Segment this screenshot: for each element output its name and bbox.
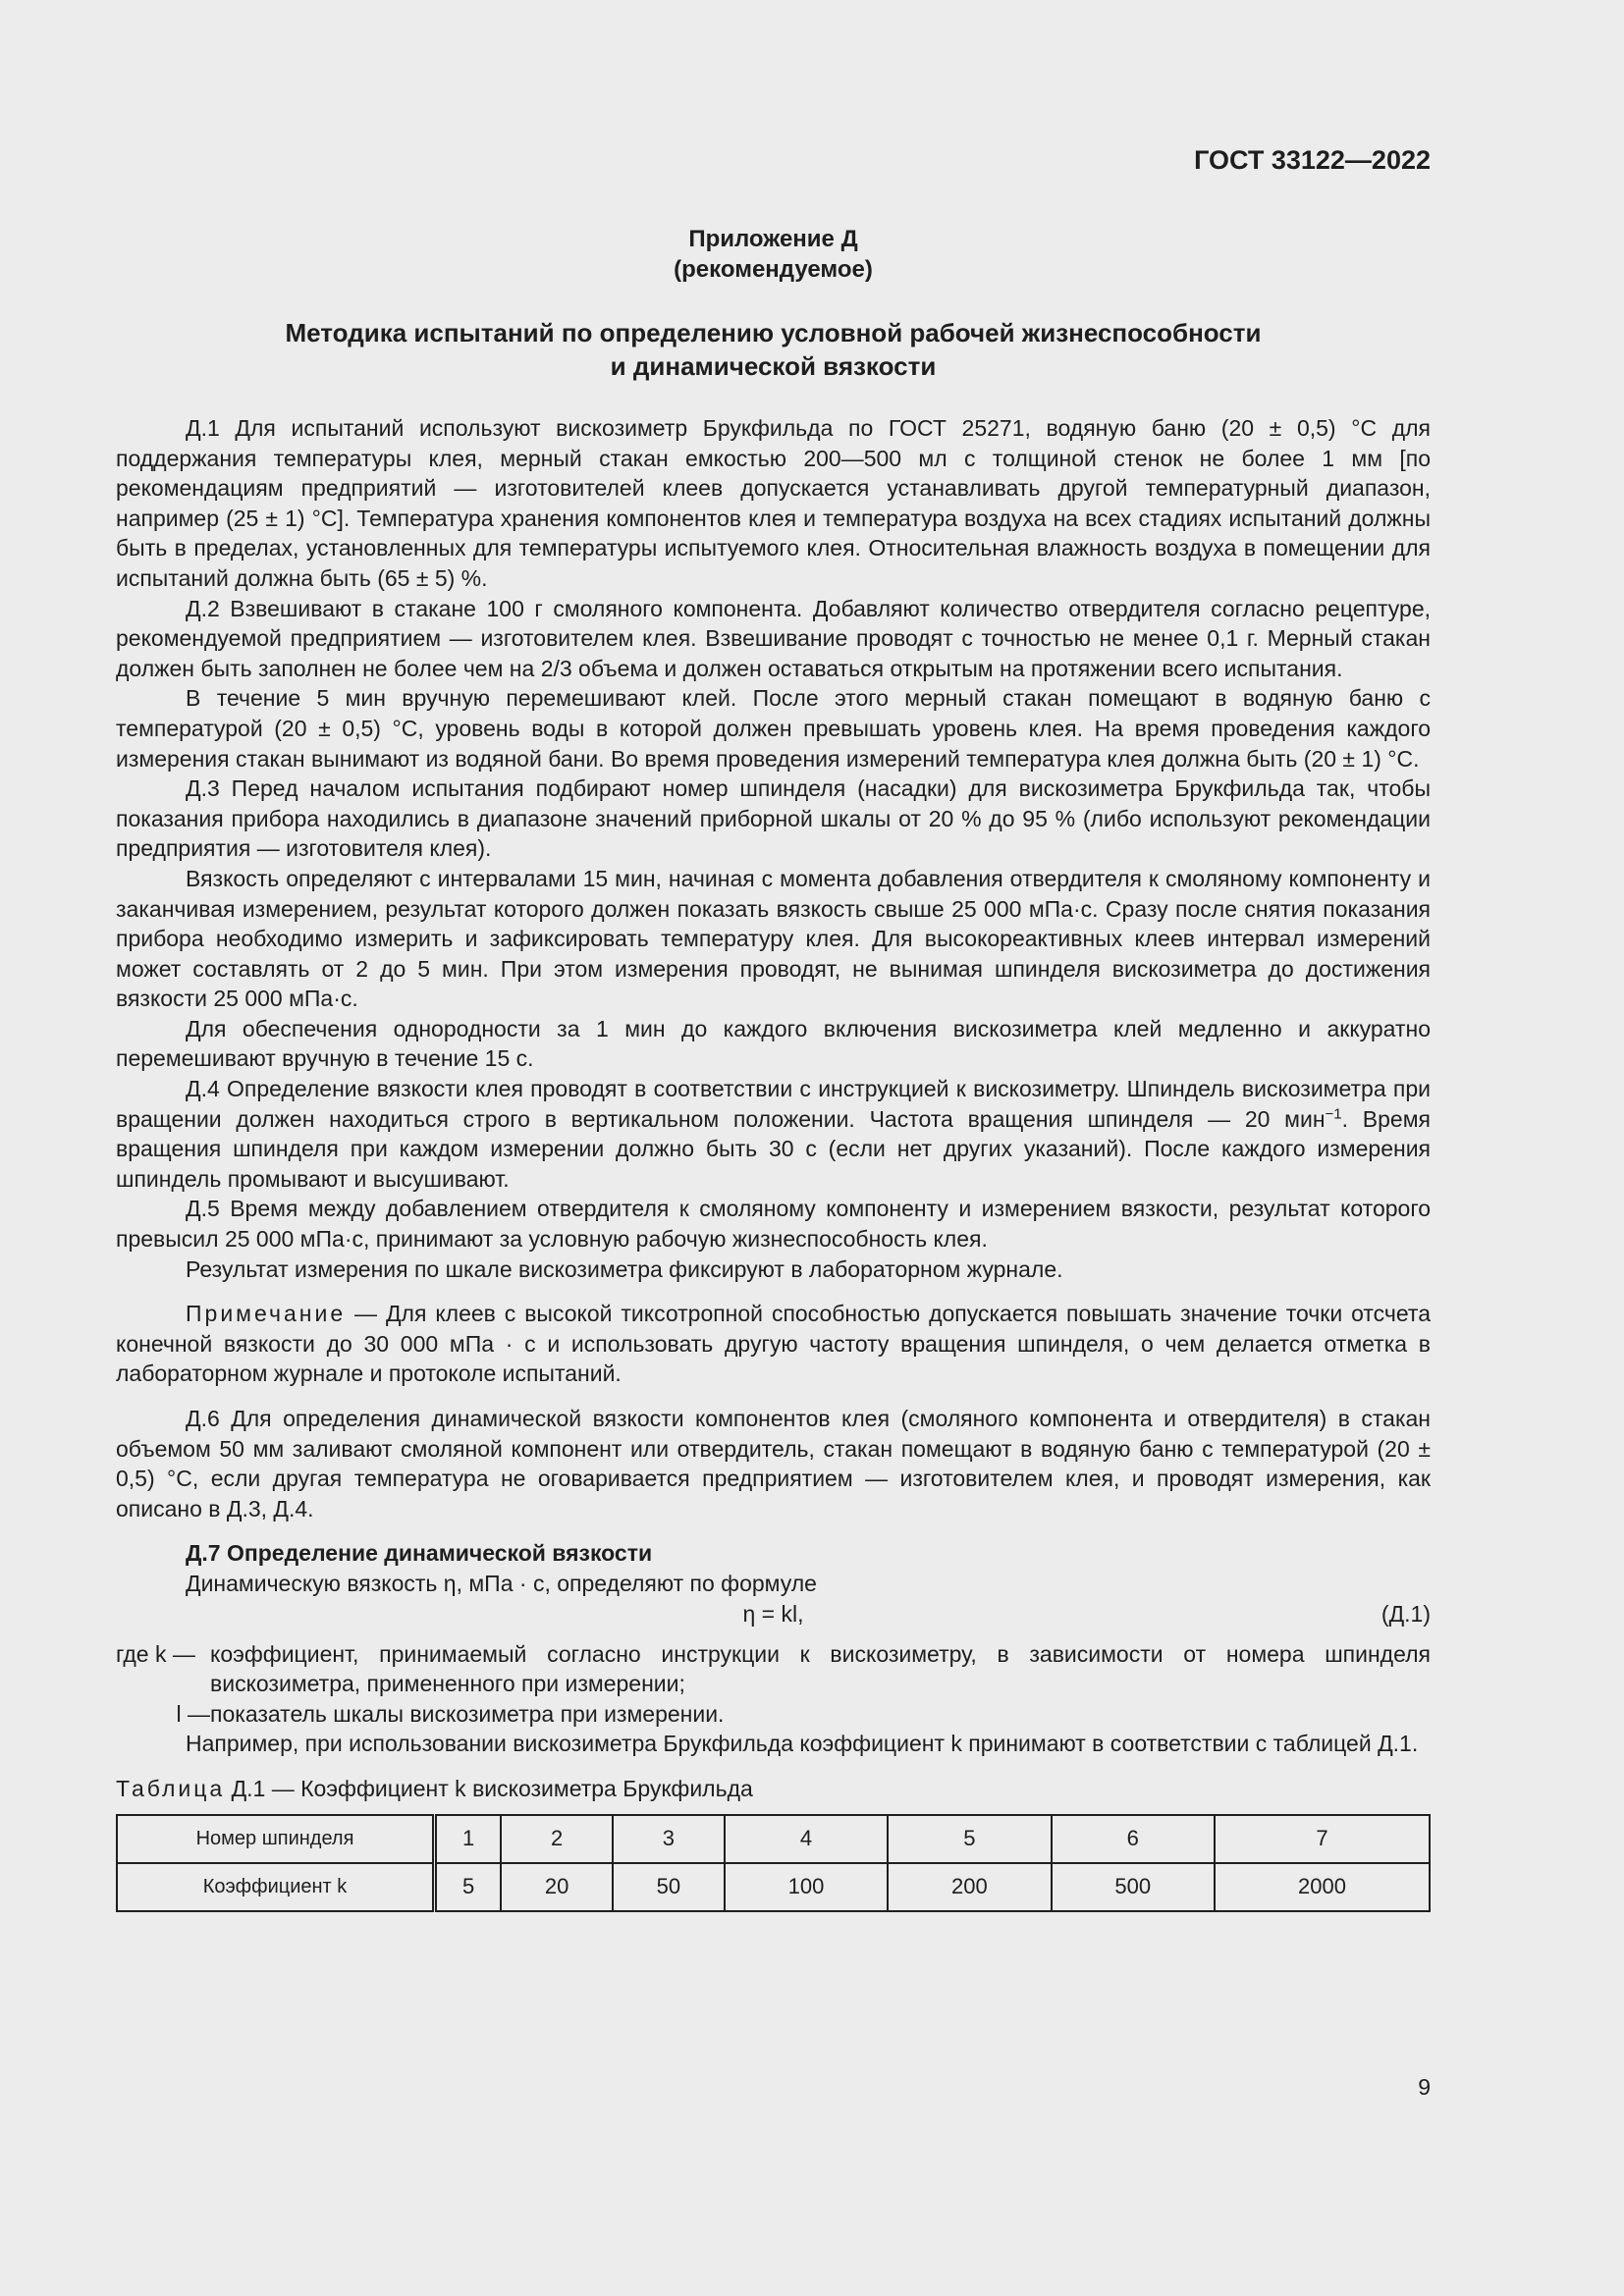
legend-term-l: l — xyxy=(176,1700,210,1727)
legend-text-l: показатель шкалы вискозиметра при измерении. xyxy=(210,1700,725,1727)
paragraph-d2-mixing: В течение 5 мин вручную перемешивают клей. После этого мерный стакан помещают в водяную баню с температурой (20 ± 0,5) °С, уровень воды в которой должен превышать уровень клея. На время проведения каждого измерения стакан вынимают из водяной бани. Во время проведения измерений температура клея должна быть (20 ± 1) °С. xyxy=(116,685,1431,772)
table-cell: 100 xyxy=(725,1863,888,1911)
formula xyxy=(116,1599,1431,1629)
formula-number: (Д.1) xyxy=(1380,1600,1431,1627)
table-row-header: Коэффициент k xyxy=(117,1863,435,1911)
legend-item-k xyxy=(116,1639,1431,1699)
paragraph-example: Например, при использовании вискозиметра Брукфильда коэффициент k принимают в соответствии с таблицей Д.1. xyxy=(186,1731,1419,1757)
paragraph-d7-intro: Динамическую вязкость η, мПа · с, определяют по формуле xyxy=(186,1570,817,1596)
table-cell: 7 xyxy=(1215,1815,1430,1863)
formula-expression: η = kl, xyxy=(742,1600,804,1627)
table-cell: 200 xyxy=(888,1863,1051,1911)
table-cell: 6 xyxy=(1052,1815,1215,1863)
paragraph-d5: Д.5 Время между добавлением отвердителя к смоляному компоненту и измерением вязкости, результат которого превысил 25 000 мПа·с, принимают за условную рабочую жизнеспособность клея. xyxy=(116,1196,1431,1253)
table-row xyxy=(117,1815,1430,1863)
note xyxy=(116,1299,1431,1389)
table-cell: 2 xyxy=(501,1815,613,1863)
note-label: Примечание xyxy=(186,1301,347,1327)
appendix-status: (рекомендуемое) xyxy=(674,256,873,283)
paragraph-d6: Д.6 Для определения динамической вязкости компонентов клея (смоляного компонента и отвердителя) в стакан объемом 50 мм заливают смоляной компонент или отвердитель, стакан помещают в водяную баню с температурой (20 ± 0,5) °С, если другая температура не оговаривается предприятием — изготовителем клея, и проводят измерения, как описано в Д.3, Д.4. xyxy=(116,1406,1431,1522)
document-body xyxy=(116,413,1431,1912)
formula-legend xyxy=(116,1639,1431,1730)
d4-text-a: Д.4 Определение вязкости клея проводят в соответствии с инструкцией к вискозиметру. Шпиндель вискозиметра при вращении должен находиться строго в вертикальном положении. Частота вращения шпинделя — 20 мин xyxy=(116,1076,1431,1132)
paragraph-d4 xyxy=(116,1074,1431,1194)
table-cell: 500 xyxy=(1052,1863,1215,1911)
table-cell: 2000 xyxy=(1215,1863,1430,1911)
table-cell: 4 xyxy=(725,1815,888,1863)
table-row xyxy=(117,1863,1430,1911)
note-text: — Для клеев с высокой тиксотропной способностью допускается повышать значение точки отсчета конечной вязкости до 30 000 мПа · с и использовать другую частоту вращения шпинделя, о чем делается отметка в лабораторном журнале и протоколе испытаний. xyxy=(116,1301,1431,1387)
table-cell: 50 xyxy=(613,1863,725,1911)
table-cell: 5 xyxy=(435,1863,502,1911)
document-code: ГОСТ 33122—2022 xyxy=(1194,145,1431,175)
table-row-header: Номер шпинделя xyxy=(117,1815,435,1863)
title-line-2: и динамической вязкости xyxy=(610,351,937,381)
legend-item-l xyxy=(116,1699,1431,1730)
title-line-1: Методика испытаний по определению условной рабочей жизнеспособности xyxy=(285,318,1262,347)
paragraph-d1: Д.1 Для испытаний используют вискозиметр Брукфильда по ГОСТ 25271, водяную баню (20 ± 0,5) °С для поддержания температуры клея, мерный стакан емкостью 200—500 мл с толщиной стенок не более 1 мм [по рекомендациям предприятий — изготовителей клеев допускается устанавливать другой температурный диапазон, например (25 ± 1) °С]. Температура хранения компонентов клея и температура воздуха на всех стадиях испытаний должны быть в пределах, установленных для температуры испытуемого клея. Относительная влажность воздуха в помещении для испытаний должна быть (65 ± 5) %. xyxy=(116,415,1431,591)
page-number: 9 xyxy=(1418,2074,1431,2100)
appendix-label: Приложение Д xyxy=(688,226,858,252)
legend-text-k: коэффициент, принимаемый согласно инструкции к вискозиметру, в зависимости от номера шпинделя вискозиметра, примененного при измерении; xyxy=(210,1640,1431,1697)
d4-text-b: . Время вращения шпинделя при каждом измерении должно быть 30 с (если нет других указаний). После каждого измерения шпиндель промывают и высушивают. xyxy=(116,1105,1431,1192)
coefficient-table xyxy=(116,1814,1431,1912)
paragraph-d3: Д.3 Перед началом испытания подбирают номер шпинделя (насадки) для вискозиметра Брукфильда так, чтобы показания прибора находились в диапазоне значений приборной шкалы от 20 % до 95 % (либо используют рекомендации предприятия — изготовителя клея). xyxy=(116,775,1431,862)
table-cell: 5 xyxy=(888,1815,1051,1863)
table-caption-label: Таблица xyxy=(116,1775,226,1801)
table-cell: 3 xyxy=(613,1815,725,1863)
paragraph-d2: Д.2 Взвешивают в стакане 100 г смоляного компонента. Добавляют количество отвердителя согласно рецептуре, рекомендуемой предприятием — изготовителем клея. Взвешивание проводят с точностью не менее 0,1 г. Мерный стакан должен быть заполнен не более чем на 2/3 объема и должен оставаться открытым на протяжении всего испытания. xyxy=(116,595,1431,681)
legend-term-k: где k — xyxy=(116,1640,195,1667)
paragraph-d3-intervals: Вязкость определяют с интервалами 15 мин, начиная с момента добавления отвердителя к смоляному компоненту и заканчивая измерением, результат которого должен показать вязкость свыше 25 000 мПа·с. Сразу после снятия показания прибора необходимо измерить и зафиксировать температуру клея. Для высокореактивных клеев интервал измерений может составлять от 2 до 5 мин. При этом измерения проводят, не вынимая шпинделя вискозиметра до достижения вязкости 25 000 мПа·с. xyxy=(116,865,1431,1012)
section-d7-heading: Д.7 Определение динамической вязкости xyxy=(186,1540,653,1567)
paragraph-d3-homogeneity: Для обеспечения однородности за 1 мин до каждого включения вискозиметра клей медленно и аккуратно перемешивают вручную в течение 15 с. xyxy=(116,1015,1431,1072)
table-caption xyxy=(116,1774,1431,1804)
d4-superscript: −1 xyxy=(1325,1105,1342,1122)
paragraph-d5-result: Результат измерения по шкале вискозиметра фиксируют в лабораторном журнале. xyxy=(186,1255,1063,1282)
page-title xyxy=(116,316,1431,383)
appendix-heading xyxy=(116,224,1431,285)
table-cell: 20 xyxy=(501,1863,613,1911)
table-cell: 1 xyxy=(435,1815,502,1863)
table-caption-text: Д.1 — Коэффициент k вискозиметра Брукфильда xyxy=(225,1775,753,1801)
